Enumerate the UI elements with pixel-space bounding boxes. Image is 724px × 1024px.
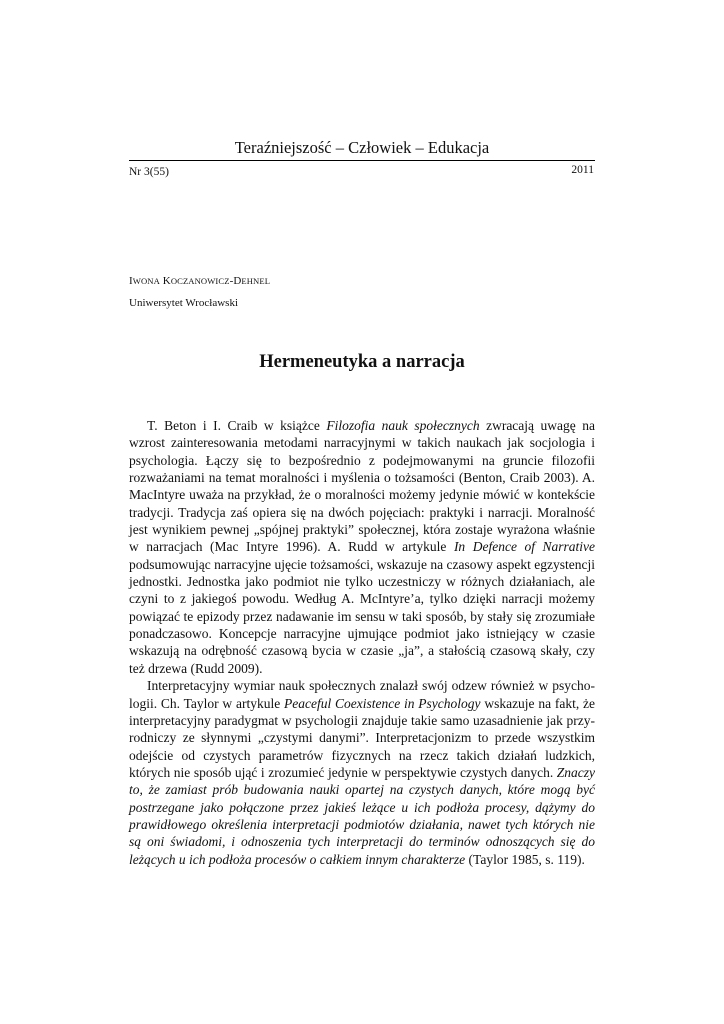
text-run: zwracają uwagę na wzrost zainteresowania metodami narracyjnymi w takich naukach jak socjologia i psychologia. Łączy się to bezpośrednio z podejmowanymi na gruncie filozofii rozważaniami na temat moralności i myślenia o tożsamości (Benton, Craib 2003). A. MacIntyre uważa na przykład, że o moralności możemy jedynie mówić w kontekście tradycji. Tradycja zaś opiera się na dwóch pojęciach: praktyki i narracji. Moralność jest wynikiem pewnej „spójnej praktyki” społecznej, która zostaje wyrażona właśnie w narracjach (Mac Intyre 1996). A. Rudd w artykule xyxy=(129,418,595,555)
author-affiliation: Uniwersytet Wrocławski xyxy=(129,297,239,309)
author-initial: D xyxy=(233,275,242,287)
author-smallcaps: OCZANOWICZ xyxy=(170,276,230,286)
author-initial: I xyxy=(129,275,133,287)
text-run: wskazuje na fakt, że interpretacyjny paradygmat w psychologii znajduje takie samo uzasadnienie jak przyrodniczy ze słynnymi „czystymi danymi”. Interpretacjonizm to przede wszystkim odejście od czystych parametrów fizycznych na rzecz takich działań ludzkich, których nie sposób ująć i zrozumieć jedynie w perspektywie czystych danych. xyxy=(129,695,596,780)
journal-title: Teraźniejszość – Człowiek – Edukacja xyxy=(234,138,490,157)
paragraph xyxy=(129,417,595,677)
text-run: podsumowując narracyjne ujęcie tożsamości, wskazuje na czasowy aspekt egzystencji jednostki. Jednostka jako podmiot nie tylko uczestniczy w różnych działaniach, ale czyni to z jakiegoś powodu. Według A. McIntyre’a, tylko dzięki narracji możemy powiązać te epizody przez nadawanie im sensu w taki sposób, by stały się zrozumiałe ponadczasowo. Koncepcje narracyjne ujmujące podmiot jako istniejący w czasie wskazują na odrębność czasową bycia w czasie „ja”, a stałością czasową skały, czy też drzewa (Rudd 2009). xyxy=(129,556,595,676)
quotation: Znaczy to, że zamiast prób budowania nauki opartej na czystych danych, które mogą być postrzegane jako połączone przez jakieś leżące u ich podłoża procesy, dążymy do prawidłowego określenia interpretacji podmiotów działania, nawet tych których nie są oni świadomi, i odnoszenia tych interpretacji do terminów odnoszących się do leżących u ich podłoża procesów o całkiem innym charakterze xyxy=(129,764,595,867)
article-title: Hermeneutyka a narracja xyxy=(259,352,465,372)
header-rule xyxy=(129,160,595,161)
author-smallcaps: EHNEL xyxy=(241,276,271,286)
article-ref-title: In Defence of Narrative xyxy=(453,539,595,555)
issue-number: Nr 3(55) xyxy=(129,166,169,178)
book-title: Filozofia nauk społecznych xyxy=(326,418,480,433)
text-run: Interpretacyjny wymiar nauk społecznych znalazł swój odzew również w psychologii. Ch. Taylor w artykule xyxy=(129,678,595,711)
author-smallcaps: WONA xyxy=(132,276,160,286)
text-run: T. Beton i I. Craib w książce xyxy=(147,418,327,433)
article-body xyxy=(129,417,595,868)
article-ref-title: Peaceful Coexistence in Psychology xyxy=(283,695,481,711)
paragraph xyxy=(129,677,595,868)
author-separator: - xyxy=(229,275,234,287)
issue-year: 2011 xyxy=(571,164,594,176)
author-name xyxy=(129,275,270,287)
author-initial: K xyxy=(162,275,171,287)
text-run: (Taylor 1985, s. 119). xyxy=(465,851,585,867)
